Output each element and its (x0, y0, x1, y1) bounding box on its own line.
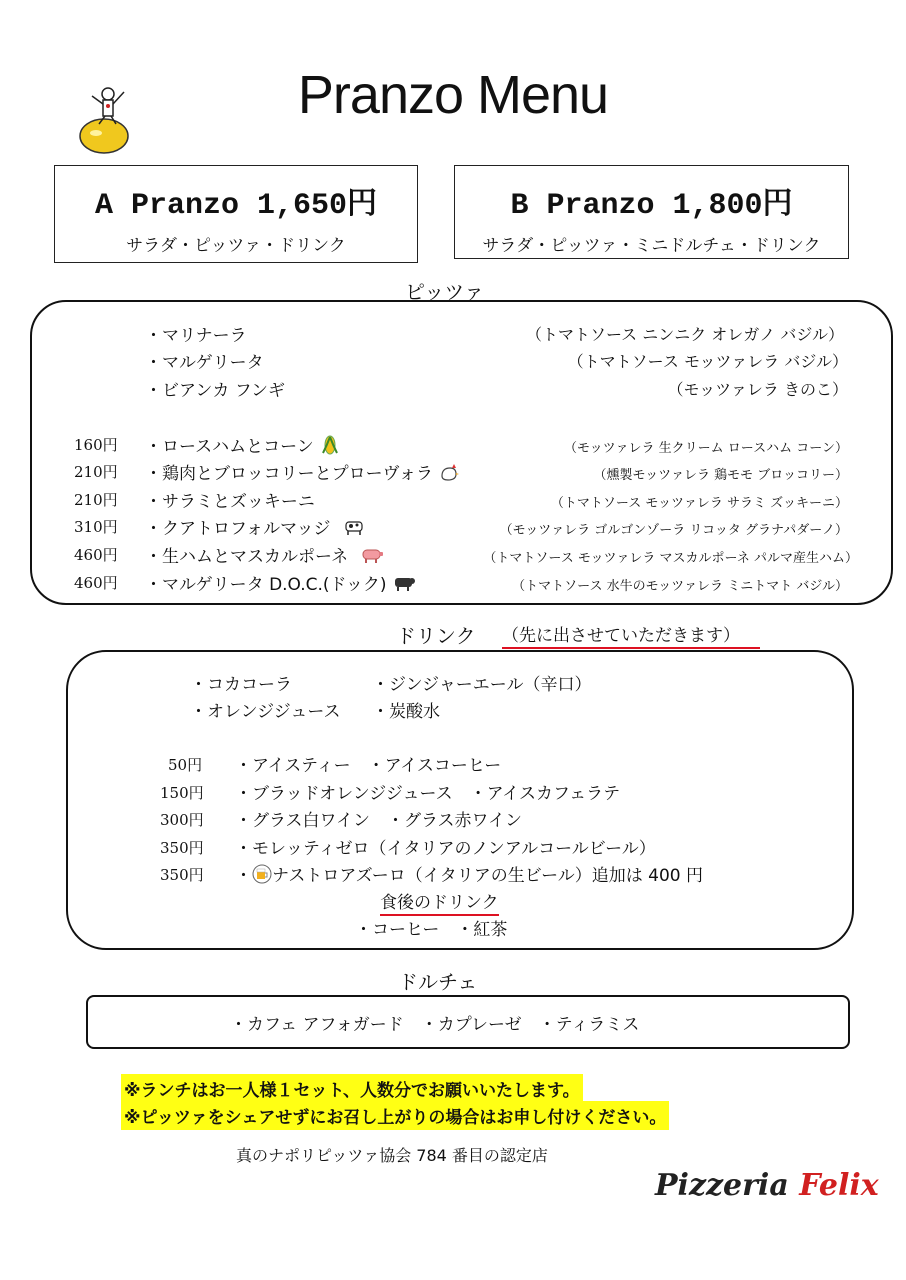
pizza-extra-name (145, 542, 384, 569)
set-b-box (454, 165, 849, 259)
pizza-extra-label: ・生ハムとマスカルポーネ (145, 547, 349, 567)
drink-extra-price: 300円 (160, 811, 204, 829)
after-drink-items: ・コーヒー ・紅茶 (355, 920, 508, 940)
pizza-item-desc: （モッツァレラ きのこ） (667, 380, 848, 399)
pizza-extra-price: 210円 (74, 491, 118, 509)
pizza-extra-desc: （トマトソース モッツァレラ サラミ ズッキーニ） (550, 496, 848, 511)
pizza-extra-name (145, 570, 416, 597)
dolce-heading: ドルチェ (398, 970, 478, 994)
drink-extra-item-row (235, 861, 703, 889)
set-b-name: B Pranzo 1,800円 (510, 189, 793, 223)
note-line: ※ランチはお一人様１セット、人数分でお願いいたします。 (121, 1074, 583, 1103)
pizza-extra-price: 160円 (74, 436, 118, 454)
drink-item: ・コカコーラ (190, 675, 292, 695)
page-title: Pranzo Menu (297, 65, 609, 125)
pizza-extra-label: ・ロースハムとコーン (145, 437, 314, 457)
pizza-extra-name (145, 514, 366, 541)
drink-item: ・ジンジャーエール（辛口） (372, 675, 592, 695)
bullet: ・ (235, 866, 252, 886)
drink-extra-price: 50円 (168, 756, 203, 774)
set-a-desc: サラダ・ピッツァ・ドリンク (126, 236, 346, 256)
pizza-extra-price: 460円 (74, 574, 118, 592)
pizza-item-name: ・マルゲリータ (145, 353, 264, 373)
drink-extra-item: ・グラス白ワイン ・グラス赤ワイン (235, 811, 522, 831)
drink-heading: ドリンク (396, 624, 476, 648)
buffalo-icon (392, 574, 416, 597)
drink-item: ・炭酸水 (372, 702, 440, 722)
pizza-extra-label: ・クアトロフォルマッジ (145, 519, 331, 539)
pizza-extra-desc: （トマトソース 水牛のモッツァレラ ミニトマト バジル） (512, 579, 848, 594)
set-a-name: A Pranzo 1,650円 (94, 189, 378, 223)
pizza-item-name: ・ビアンカ フンギ (145, 381, 286, 401)
drink-item: ・オレンジジュース (190, 702, 341, 722)
drink-extra-item: ・ブラッドオレンジジュース ・アイスカフェラテ (235, 784, 621, 804)
pizza-extra-price: 460円 (74, 546, 118, 564)
pizza-item-desc: （トマトソース モッツァレラ バジル） (567, 352, 848, 371)
drink-extra-item: ・アイスティー ・アイスコーヒー (235, 756, 502, 776)
set-a-box (54, 165, 418, 263)
set-b-desc: サラダ・ピッツァ・ミニドルチェ・ドリンク (482, 236, 821, 256)
pizza-extra-desc: （モッツァレラ ゴルゴンゾーラ リコッタ グラナパダーノ） (499, 523, 848, 538)
certification: 真のナポリピッツァ協会 784 番目の認定店 (236, 1146, 548, 1165)
pizza-extra-desc: （モッツァレラ 生クリーム ロースハム コーン） (564, 441, 848, 456)
note-line: ※ピッツァをシェアせずにお召し上がりの場合はお申し付けください。 (121, 1101, 669, 1130)
pizza-extra-label: ・マルゲリータ D.O.C.(ドック) (145, 575, 387, 595)
cow-icon (342, 518, 366, 541)
beer-icon (252, 864, 272, 889)
pizza-extra-name (145, 432, 341, 460)
logo-part1: Pizzeria (655, 1168, 789, 1203)
pizza-extra-price: 210円 (74, 463, 118, 481)
chicken-icon (438, 462, 460, 487)
pizza-heading: ピッツァ (405, 280, 484, 304)
drink-extra-price: 150円 (160, 784, 204, 802)
pizza-extra-name (145, 459, 460, 487)
pizza-extra-name: ・サラミとズッキーニ (145, 492, 315, 512)
dolce-items: ・カフェ アフォガード ・カプレーゼ ・ティラミス (230, 1015, 640, 1035)
pig-icon (360, 546, 384, 569)
drink-extra-item: ・モレッティゼロ（イタリアのノンアルコールビール） (235, 839, 656, 859)
corn-icon (319, 435, 341, 460)
pizza-item-name: ・マリナーラ (145, 326, 247, 346)
pizza-extra-desc: （トマトソース モッツァレラ マスカルポーネ パルマ産生ハム） (483, 551, 858, 566)
pizza-extra-label: ・鶏肉とブロッコリーとプローヴォラ (145, 464, 433, 484)
drink-note: （先に出させていただきます） (502, 621, 760, 649)
logo-part2: Felix (799, 1168, 879, 1203)
drink-extra-price: 350円 (160, 866, 204, 884)
pizza-extra-desc: （燻製モッツァレラ 鶏モモ ブロッコリー） (593, 468, 848, 483)
pizzeria-logo (655, 1168, 879, 1203)
pizza-item-desc: （トマトソース ニンニク オレガノ バジル） (525, 325, 844, 344)
pizza-extra-price: 310円 (74, 518, 118, 536)
drink-extra-price: 350円 (160, 839, 204, 857)
after-drink-heading: 食後のドリンク (380, 888, 499, 916)
drink-extra-item: ナストロアズーロ（イタリアの生ビール）追加は 400 円 (272, 866, 704, 886)
